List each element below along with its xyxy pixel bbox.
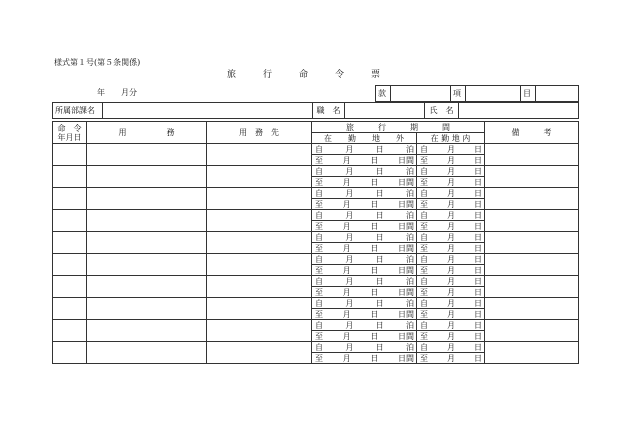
remarks-cell[interactable] bbox=[485, 166, 579, 188]
inside-to-cell[interactable]: 至 月 日 bbox=[417, 243, 485, 254]
table-row bbox=[53, 342, 579, 353]
table-row bbox=[53, 298, 579, 309]
business-cell[interactable] bbox=[87, 188, 207, 210]
outside-from-cell[interactable]: 自 月 日 泊 bbox=[312, 144, 417, 155]
destination-cell[interactable] bbox=[207, 320, 312, 342]
outside-to-cell[interactable]: 至 月 日 日間 bbox=[312, 199, 417, 210]
business-cell[interactable] bbox=[87, 144, 207, 166]
inside-from-cell[interactable]: 自 月 日 bbox=[417, 276, 485, 287]
business-cell[interactable] bbox=[87, 232, 207, 254]
budget-kou-field[interactable] bbox=[466, 86, 521, 102]
destination-cell[interactable] bbox=[207, 254, 312, 276]
order-date-cell[interactable] bbox=[53, 166, 87, 188]
budget-kou-label: 項 bbox=[451, 86, 466, 102]
inside-from-cell[interactable]: 自 月 日 bbox=[417, 210, 485, 221]
destination-header: 用 務 先 bbox=[207, 122, 312, 144]
remarks-cell[interactable] bbox=[485, 188, 579, 210]
inside-to-cell[interactable]: 至 月 日 bbox=[417, 331, 485, 342]
department-field[interactable] bbox=[103, 103, 313, 119]
inside-to-cell[interactable]: 至 月 日 bbox=[417, 221, 485, 232]
destination-cell[interactable] bbox=[207, 188, 312, 210]
outside-to-cell[interactable]: 至 月 日 日間 bbox=[312, 221, 417, 232]
budget-kan-field[interactable] bbox=[391, 86, 451, 102]
inside-to-cell[interactable]: 至 月 日 bbox=[417, 265, 485, 276]
outside-from-cell[interactable]: 自 月 日 泊 bbox=[312, 232, 417, 243]
inside-header: 在 勤 地 内 bbox=[417, 133, 485, 144]
destination-cell[interactable] bbox=[207, 298, 312, 320]
budget-moku-field[interactable] bbox=[536, 86, 579, 102]
outside-to-cell[interactable]: 至 月 日 日間 bbox=[312, 155, 417, 166]
date-label: 年 月分 bbox=[97, 88, 137, 97]
inside-from-cell[interactable]: 自 月 日 bbox=[417, 232, 485, 243]
name-label: 氏 名 bbox=[425, 103, 459, 119]
name-field[interactable] bbox=[459, 103, 579, 119]
inside-to-cell[interactable]: 至 月 日 bbox=[417, 287, 485, 298]
outside-from-cell[interactable]: 自 月 日 泊 bbox=[312, 188, 417, 199]
order-date-cell[interactable] bbox=[53, 320, 87, 342]
business-cell[interactable] bbox=[87, 342, 207, 364]
order-date-cell[interactable] bbox=[53, 298, 87, 320]
post-label: 職 名 bbox=[313, 103, 345, 119]
outside-from-cell[interactable]: 自 月 日 泊 bbox=[312, 298, 417, 309]
table-row bbox=[53, 254, 579, 265]
inside-from-cell[interactable]: 自 月 日 bbox=[417, 166, 485, 177]
outside-to-cell[interactable]: 至 月 日 日間 bbox=[312, 265, 417, 276]
order-date-cell[interactable] bbox=[53, 276, 87, 298]
outside-from-cell[interactable]: 自 月 日 泊 bbox=[312, 276, 417, 287]
table-row bbox=[53, 144, 579, 155]
outside-to-cell[interactable]: 至 月 日 日間 bbox=[312, 177, 417, 188]
outside-to-cell[interactable]: 至 月 日 日間 bbox=[312, 243, 417, 254]
business-cell[interactable] bbox=[87, 298, 207, 320]
remarks-cell[interactable] bbox=[485, 232, 579, 254]
budget-table bbox=[375, 85, 579, 102]
remarks-cell[interactable] bbox=[485, 210, 579, 232]
form-title: 旅 行 命 令 票 bbox=[227, 70, 381, 80]
post-field[interactable] bbox=[345, 103, 425, 119]
travel-period-header: 旅 行 期 間 bbox=[312, 122, 485, 133]
outside-to-cell[interactable]: 至 月 日 日間 bbox=[312, 353, 417, 364]
business-cell[interactable] bbox=[87, 210, 207, 232]
destination-cell[interactable] bbox=[207, 276, 312, 298]
inside-to-cell[interactable]: 至 月 日 bbox=[417, 155, 485, 166]
inside-from-cell[interactable]: 自 月 日 bbox=[417, 188, 485, 199]
department-label: 所属部課名 bbox=[53, 103, 103, 119]
destination-cell[interactable] bbox=[207, 144, 312, 166]
remarks-header: 備 考 bbox=[485, 122, 579, 144]
inside-from-cell[interactable]: 自 月 日 bbox=[417, 254, 485, 265]
outside-from-cell[interactable]: 自 月 日 泊 bbox=[312, 342, 417, 353]
outside-from-cell[interactable]: 自 月 日 泊 bbox=[312, 320, 417, 331]
inside-to-cell[interactable]: 至 月 日 bbox=[417, 199, 485, 210]
destination-cell[interactable] bbox=[207, 342, 312, 364]
destination-cell[interactable] bbox=[207, 210, 312, 232]
inside-from-cell[interactable]: 自 月 日 bbox=[417, 298, 485, 309]
budget-kan-label: 款 bbox=[376, 86, 391, 102]
business-cell[interactable] bbox=[87, 320, 207, 342]
table-row bbox=[53, 232, 579, 243]
order-date-cell[interactable] bbox=[53, 342, 87, 364]
outside-to-cell[interactable]: 至 月 日 日間 bbox=[312, 287, 417, 298]
outside-to-cell[interactable]: 至 月 日 日間 bbox=[312, 331, 417, 342]
table-row bbox=[53, 188, 579, 199]
outside-from-cell[interactable]: 自 月 日 泊 bbox=[312, 254, 417, 265]
budget-moku-label: 目 bbox=[521, 86, 536, 102]
inside-from-cell[interactable]: 自 月 日 bbox=[417, 144, 485, 155]
table-row bbox=[53, 276, 579, 287]
inside-from-cell[interactable]: 自 月 日 bbox=[417, 320, 485, 331]
inside-to-cell[interactable]: 至 月 日 bbox=[417, 309, 485, 320]
destination-cell[interactable] bbox=[207, 232, 312, 254]
inside-from-cell[interactable]: 自 月 日 bbox=[417, 342, 485, 353]
order-date-cell[interactable] bbox=[53, 254, 87, 276]
table-row bbox=[53, 320, 579, 331]
outside-from-cell[interactable]: 自 月 日 泊 bbox=[312, 210, 417, 221]
inside-to-cell[interactable]: 至 月 日 bbox=[417, 177, 485, 188]
outside-header: 在 勤 地 外 bbox=[312, 133, 417, 144]
destination-cell[interactable] bbox=[207, 166, 312, 188]
remarks-cell[interactable] bbox=[485, 320, 579, 342]
business-cell[interactable] bbox=[87, 166, 207, 188]
outside-to-cell[interactable]: 至 月 日 日間 bbox=[312, 309, 417, 320]
remarks-cell[interactable] bbox=[485, 144, 579, 166]
remarks-cell[interactable] bbox=[485, 276, 579, 298]
table-row bbox=[53, 210, 579, 221]
remarks-cell[interactable] bbox=[485, 298, 579, 320]
order-date-cell[interactable] bbox=[53, 210, 87, 232]
travel-table bbox=[52, 121, 579, 364]
info-table bbox=[52, 102, 579, 119]
business-header: 用 務 bbox=[87, 122, 207, 144]
form-number: 様式第１号(第５条関係) bbox=[54, 58, 141, 67]
order-date-header: 命 令 年月日 bbox=[53, 122, 87, 144]
outside-from-cell[interactable]: 自 月 日 泊 bbox=[312, 166, 417, 177]
remarks-cell[interactable] bbox=[485, 342, 579, 364]
order-date-cell[interactable] bbox=[53, 144, 87, 166]
remarks-cell[interactable] bbox=[485, 254, 579, 276]
table-row bbox=[53, 166, 579, 177]
order-date-cell[interactable] bbox=[53, 232, 87, 254]
business-cell[interactable] bbox=[87, 276, 207, 298]
inside-to-cell[interactable]: 至 月 日 bbox=[417, 353, 485, 364]
order-date-cell[interactable] bbox=[53, 188, 87, 210]
business-cell[interactable] bbox=[87, 254, 207, 276]
